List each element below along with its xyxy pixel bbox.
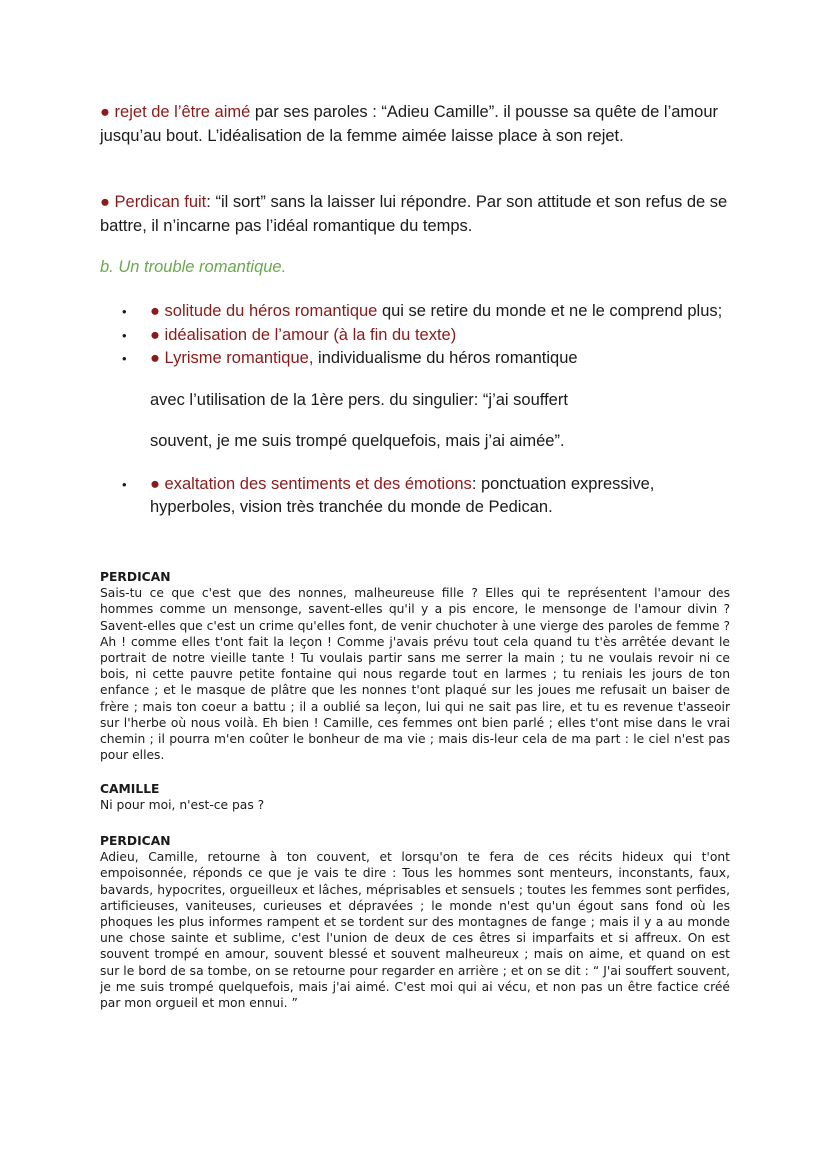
highlight-fuit: ● Perdican fuit <box>100 193 207 211</box>
bullet-text: : ponctuation expressive, hyperboles, vision très tranchée du monde de Pedican. <box>150 474 655 516</box>
paragraph-rejet-text: par ses paroles : “Adieu Camille”. il pousse sa quête de l’amour jusqu’au bout. L’idéalisation de la femme aimée laisse place à son rejet. <box>100 103 719 145</box>
section-subtitle: b. Un trouble romantique. <box>100 258 287 276</box>
bullet-text: qui se retire du monde et ne le comprend plus; <box>377 302 723 320</box>
speaker-name: PERDICAN <box>100 834 171 848</box>
bullet-item-exaltation <box>100 473 740 520</box>
dialogue-block-1 <box>100 569 730 763</box>
bullet-list <box>100 300 740 520</box>
bullet-marker: • <box>122 476 127 492</box>
highlight-rejet: ● rejet de l’être aimé <box>100 103 251 121</box>
speech-text: Sais-tu ce que c'est que des nonnes, malheureuse fille ? Elles qui te représentent l'amour des hommes comme un mensonge, savent-elles qu'il y a pis encore, le mensonge de l'amour divin ? Savent-elles que c'est un crime qu'elles font, de venir chuchoter à une vierge des paroles de femme ? Ah ! comme elles t'ont fait la leçon ! Comme j'avais prévu tout cela quand tu t'ès arrêtée devant le portrait de notre vieille tante ! Tu voulais partir sans me serrer la main ; tu ne voulais revoir ni ce bois, ni cette pauvre petite fontaine qui nous regarde tout en larmes ; tu reniais les jours de ton enfance ; et le masque de plâtre que les nonnes t'ont plaqué sur les joues me refusait un baiser de frère ; mais ton coeur a battu ; il a oublié sa leçon, lui qui ne sait pas lire, et tu es revenue t'asseoir sur l'herbe où nous voilà. Eh bien ! Camille, ces femmes ont bien parlé ; elles t'ont mise dans le vrai chemin ; il pourra m'en coûter le bonheur de ma vie ; mais dis-leur cela de ma part : le ciel n'est pas pour elles. <box>100 586 730 763</box>
bullet-highlight: ● idéalisation de l’amour (à la fin du texte) <box>150 325 457 344</box>
speech-text: Ni pour moi, n'est-ce pas ? <box>100 798 265 813</box>
speaker-name: CAMILLE <box>100 782 160 796</box>
bullet-text: individualisme du héros romantique <box>313 349 578 367</box>
bullet-highlight: ● solitude du héros romantique <box>150 302 378 320</box>
bullet-item-lyrisme <box>100 347 740 371</box>
paragraph-rejet <box>100 100 730 148</box>
bullet-item-solitude <box>100 300 740 324</box>
paragraph-fuit-text: : “il sort” sans la laisser lui répondre. Par son attitude et son refus de se battre, il n’incarne pas l’idéal romantique du temps. <box>100 193 728 235</box>
dialogue-block-3 <box>100 833 730 1011</box>
bullet-highlight: ● Lyrisme romantique, <box>150 349 314 367</box>
speaker-name: PERDICAN <box>100 570 171 584</box>
dialogue-block-2 <box>100 781 730 813</box>
speech-text: Adieu, Camille, retourne à ton couvent, et lorsqu'on te fera de ces récits hideux qui t'ont empoisonnée, réponds ce que je vais te dire : Tous les hommes sont menteurs, inconstants, faux, bavards, hypocrites, orgueilleux et lâches, méprisables et sensuels ; toutes les femmes sont perfides, artificieuses, vaniteuses, curieuses et dépravées ; le monde n'est qu'un égout sans fond où les phoques les plus informes rampent et se tordent sur des montagnes de fange ; mais il y a au monde une chose sainte et sublime, c'est l'union de deux de ces êtres si imparfaits et si affreux. On est souvent trompé en amour, souvent blessé et souvent malheureux ; mais on aime, et quand on est sur le bord de sa tombe, on se retourne pour regarder en arrière ; et on se dit : “ J'ai souffert souvent, je me suis trompé quelquefois, mais j'ai aimé. C'est moi qui ai vécu, et non pas un être factice créé par mon orgueil et mon ennui. ” <box>100 850 730 1011</box>
bullet-item-idealisation <box>100 324 740 348</box>
bullet-marker: • <box>122 351 127 366</box>
bullet-marker: • <box>122 327 127 343</box>
paragraph-fuit <box>100 190 730 238</box>
bullet-highlight: ● exaltation des sentiments et des émotions <box>150 474 472 493</box>
continuation-line: avec l’utilisation de la 1ère pers. du singulier: “j’ai souffert <box>150 390 568 409</box>
bullet-marker: • <box>122 304 127 319</box>
continuation-line: souvent, je me suis trompé quelquefois, mais j’ai aimée”. <box>150 431 565 450</box>
